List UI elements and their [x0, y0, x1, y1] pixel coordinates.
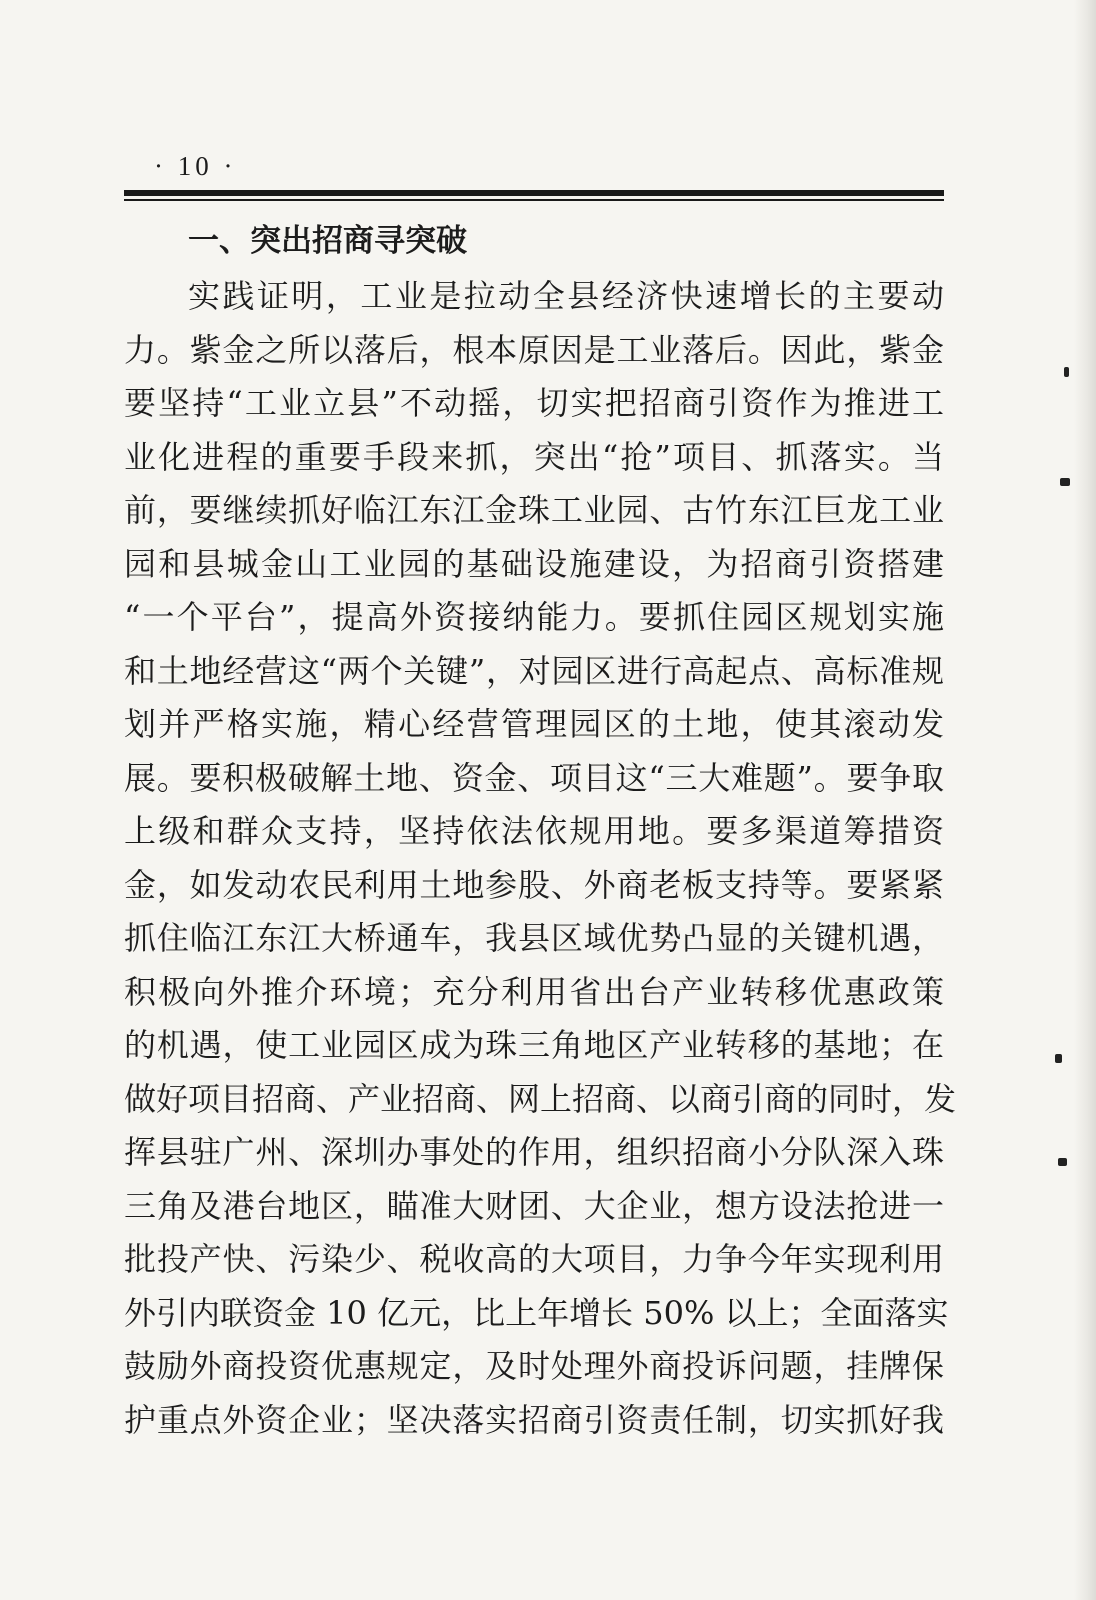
text-line: 护重点外资企业；坚决落实招商引资责任制，切实抓好我: [124, 1400, 944, 1439]
text-line: “一个平台”，提高外资接纳能力。要抓住园区规划实施: [124, 598, 944, 636]
text-line: 批投产快、污染少、税收高的大项目，力争今年实现利用: [124, 1240, 944, 1278]
text-line: 展。要积极破解土地、资金、项目这“三大难题”。要争取: [124, 758, 944, 797]
body-text: [124, 270, 957, 1447]
text-line: 三角及港台地区，瞄准大财团、大企业，想方设法抢进一: [124, 1186, 944, 1225]
text-line: 挥县驻广州、深圳办事处的作用，组织招商小分队深入珠: [124, 1133, 944, 1171]
ink-speck: [1064, 367, 1069, 377]
page-number: · 10 ·: [154, 151, 237, 181]
ink-speck: [1058, 1158, 1067, 1166]
text-line: 的机遇，使工业园区成为珠三角地区产业转移的基地；在: [124, 1026, 944, 1064]
text-line: 业化进程的重要手段来抓，突出“抢”项目、抓落实。当: [124, 437, 944, 476]
text-line: 园和县城金山工业园的基础设施建设，为招商引资搭建: [124, 544, 944, 583]
text-line: 实践证明，工业是拉动全县经济快速增长的主要动: [188, 277, 944, 315]
text-line: 积极向外推介环境；充分利用省出台产业转移优惠政策: [124, 972, 944, 1011]
header-rule-thick: [124, 190, 944, 196]
text-line: 做好项目招商、产业招商、网上招商、以商引商的同时，发: [124, 1079, 957, 1118]
text-line: 力。紫金之所以落后，根本原因是工业落后。因此，紫金: [124, 330, 944, 369]
ink-speck: [1060, 478, 1070, 486]
header-rule-thin: [124, 199, 944, 201]
section-heading: 一、突出招商寻突破: [188, 223, 467, 259]
text-line: 上级和群众支持，坚持依法依规用地。要多渠道筹措资: [124, 812, 944, 850]
text-line: 金，如发动农民利用土地参股、外商老板支持等。要紧紧: [124, 865, 944, 904]
text-line: 前，要继续抓好临江东江金珠工业园、古竹东江巨龙工业: [124, 491, 944, 529]
text-line: 抓住临江东江大桥通车，我县区域优势凸显的关键机遇，: [124, 919, 944, 957]
text-line: 要坚持“工业立县”不动摇，切实把招商引资作为推进工: [124, 384, 944, 422]
ink-speck: [1055, 1054, 1062, 1063]
text-line: 鼓励外商投资优惠规定，及时处理外商投诉问题，挂牌保: [124, 1347, 944, 1385]
text-line: 和土地经营这“两个关键”，对园区进行高起点、高标准规: [124, 651, 944, 690]
text-line: 划并严格实施，精心经营管理园区的土地，使其滚动发: [124, 705, 944, 743]
page-edge-shadow: [1074, 0, 1096, 1600]
text-line: 外引内联资金 10 亿元，比上年增长 50% 以上；全面落实: [124, 1293, 949, 1332]
